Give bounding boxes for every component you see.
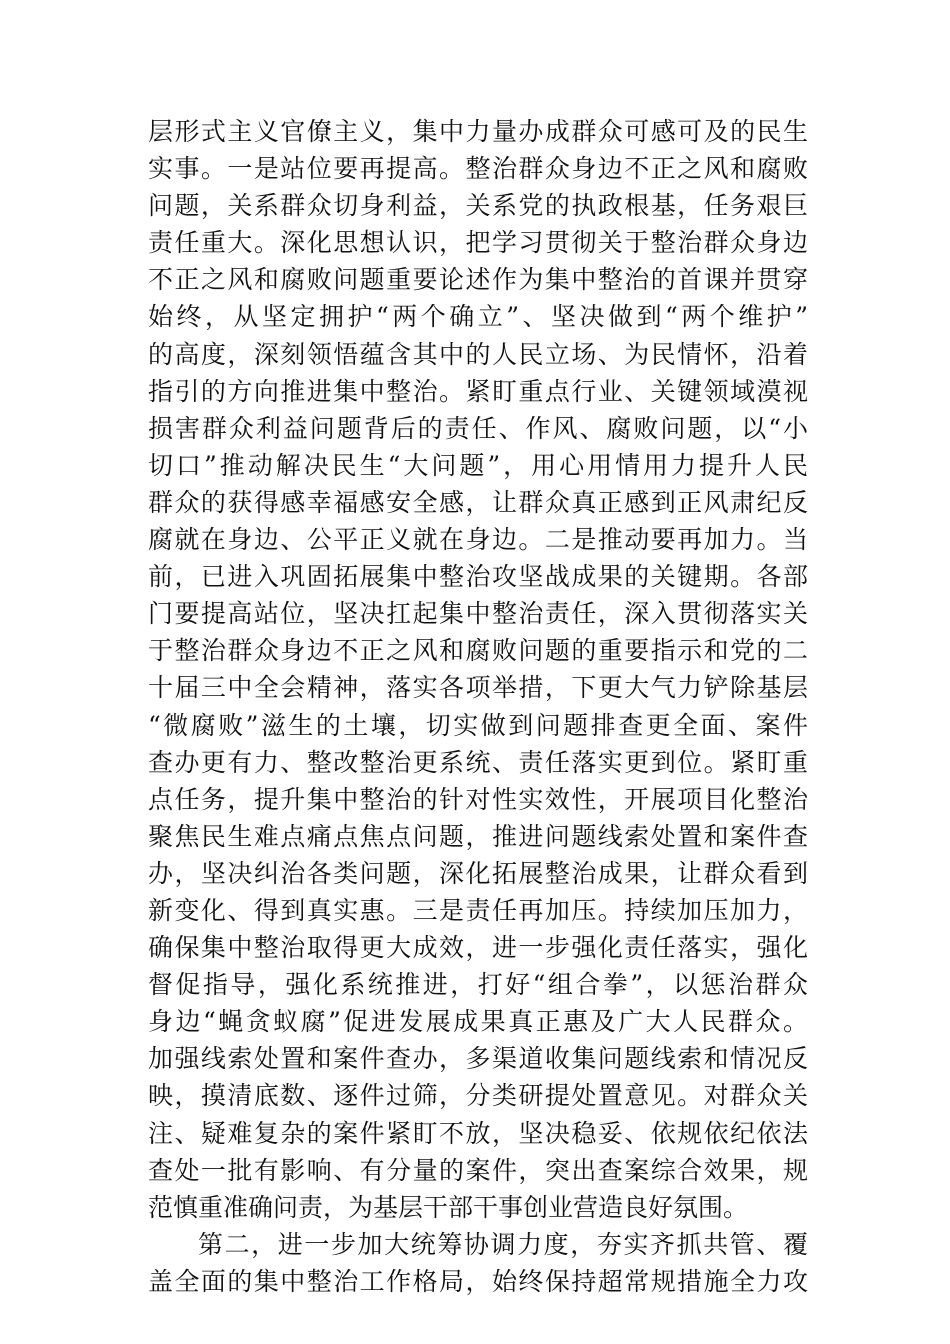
text-line-4: 责任重大。深化思想认识，把学习贯彻关于整治群众身边 bbox=[148, 228, 808, 258]
text-line-12: 腐就在身边、公平正义就在身边。二是推动要再加力。当 bbox=[148, 525, 808, 555]
text-line-8: 指引的方向推进集中整治。紧盯重点行业、关键领域漠视 bbox=[148, 376, 808, 406]
text-line-25: 身边“蝇贪蚁腐”促进发展成果真正惠及广大人民群众。 bbox=[148, 1007, 808, 1037]
text-line-2: 实事。一是站位要再提高。整治群众身边不正之风和腐败 bbox=[148, 154, 808, 184]
text-line-28: 注、疑难复杂的案件紧盯不放，坚决稳妥、依规依纪依法 bbox=[148, 1118, 808, 1148]
text-line-17: “微腐败”滋生的土壤，切实做到问题排查更全面、案件 bbox=[148, 710, 808, 740]
text-line-18: 查办更有力、整改整治更系统、责任落实更到位。紧盯重 bbox=[148, 747, 808, 777]
text-line-9: 损害群众利益问题背后的责任、作风、腐败问题，以“小 bbox=[148, 413, 808, 443]
text-line-24: 督促指导，强化系统推进，打好“组合拳”，以惩治群众 bbox=[148, 970, 808, 1000]
text-line-30: 范慎重准确问责，为基层干部干事创业营造良好氛围。 bbox=[148, 1192, 749, 1222]
text-line-21: 办，坚决纠治各类问题，深化拓展整治成果，让群众看到 bbox=[148, 858, 808, 888]
text-line-6: 始终，从坚定拥护“两个确立”、坚决做到“两个维护” bbox=[148, 302, 808, 332]
text-line-14: 门要提高站位，坚决扛起集中整治责任，深入贯彻落实关 bbox=[148, 599, 808, 629]
text-line-32: 盖全面的集中整治工作格局，始终保持超常规措施全力攻 bbox=[148, 1266, 808, 1296]
text-line-23: 确保集中整治取得更大成效，进一步强化责任落实，强化 bbox=[148, 933, 808, 963]
text-line-27: 映，摸清底数、逐件过筛，分类研提处置意见。对群众关 bbox=[148, 1081, 808, 1111]
text-line-29: 查处一批有影响、有分量的案件，突出查案综合效果，规 bbox=[148, 1155, 808, 1185]
body-text bbox=[148, 113, 808, 1300]
text-line-11: 群众的获得感幸福感安全感，让群众真正感到正风肃纪反 bbox=[148, 487, 808, 517]
text-line-16: 十届三中全会精神，落实各项举措，下更大气力铲除基层 bbox=[148, 673, 808, 703]
text-line-13: 前，已进入巩固拓展集中整治攻坚战成果的关键期。各部 bbox=[148, 562, 808, 592]
text-line-15: 于整治群众身边不正之风和腐败问题的重要指示和党的二 bbox=[148, 636, 808, 666]
text-line-7: 的高度，深刻领悟蕴含其中的人民立场、为民情怀，沿着 bbox=[148, 339, 808, 369]
text-line-20: 聚焦民生难点痛点焦点问题，推进问题线索处置和案件查 bbox=[148, 821, 808, 851]
text-line-1: 层形式主义官僚主义，集中力量办成群众可感可及的民生 bbox=[148, 117, 808, 146]
text-line-31: 第二，进一步加大统筹协调力度，夯实齐抓共管、覆 bbox=[198, 1229, 808, 1259]
text-line-22: 新变化、得到真实惠。三是责任再加压。持续加压加力， bbox=[148, 895, 808, 925]
text-line-3: 问题，关系群众切身利益，关系党的执政根基，任务艰巨 bbox=[148, 191, 808, 221]
text-line-26: 加强线索处置和案件查办，多渠道收集问题线索和情况反 bbox=[148, 1044, 808, 1074]
text-line-10: 切口”推动解决民生“大问题”，用心用情用力提升人民 bbox=[148, 450, 808, 480]
text-line-19: 点任务，提升集中整治的针对性实效性，开展项目化整治 bbox=[148, 784, 808, 814]
text-line-5: 不正之风和腐败问题重要论述作为集中整治的首课并贯穿 bbox=[148, 265, 808, 295]
